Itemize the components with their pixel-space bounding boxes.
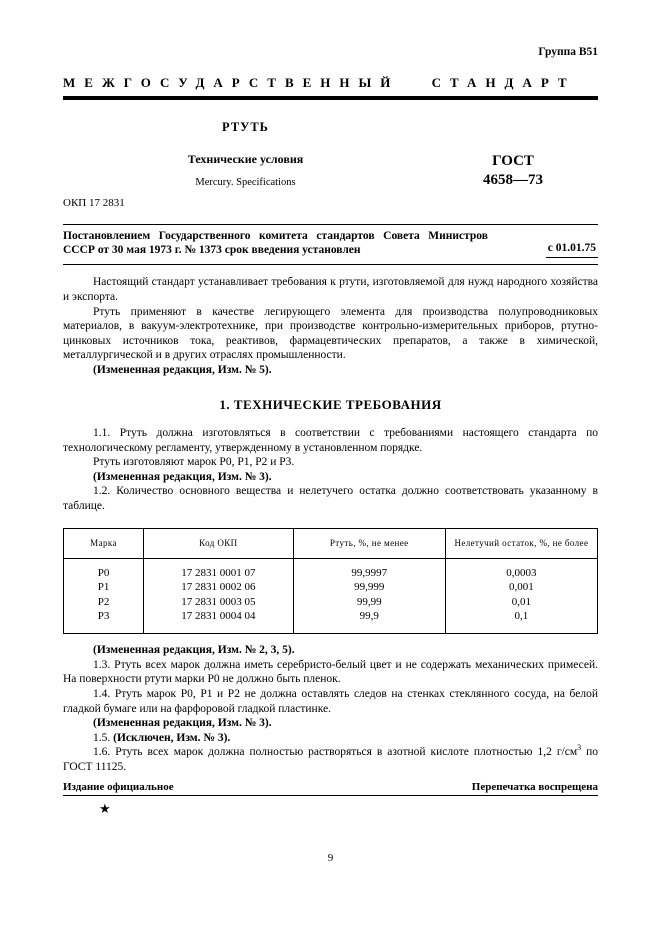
paragraph-1-5-number: 1.5. [93, 731, 114, 744]
column-header-residue: Нелетучий остаток, %, не более [445, 528, 597, 558]
table-row [64, 609, 598, 634]
superscript-3: 3 [577, 743, 582, 753]
paragraph-1-6-text-a: 1.6. Ртуть всех марок должна полностью растворяться в азотной кислоте плотностью 1,2 г/см [93, 746, 578, 759]
cell-okp: 17 2831 0003 05 [144, 595, 294, 609]
cell-residue: 0,1 [445, 609, 597, 634]
heading-rule [63, 96, 598, 100]
horizontal-rule-bottom [63, 264, 598, 265]
cell-okp: 17 2831 0002 06 [144, 580, 294, 594]
cell-okp: 17 2831 0004 04 [144, 609, 294, 634]
okp-code: ОКП 17 2831 [63, 196, 125, 209]
decree-text: Постановлением Государственного комитета стандартов Совета Министров СССР от 30 мая 1973 г. № 1373 срок введения установлен [63, 229, 488, 257]
cell-mercury: 99,9997 [293, 559, 445, 581]
paragraph-1-4: 1.4. Ртуть марок Р0, Р1 и Р2 не должна оставлять следов на стенках стеклянного сосуда, на белой гладкой бумаге или на фарфоровой гладкой пластинке. [63, 687, 598, 715]
intro-paragraph-1: Настоящий стандарт устанавливает требования к ртути, изготовляемой для нужд народного хозяйства и экспорта. [63, 276, 598, 303]
table-header-row [64, 528, 598, 558]
table-row [64, 559, 598, 581]
intro-paragraph-2: Ртуть применяют в качестве легирующего элемента для производства полупроводниковых материалов, в вакуум-электротехнике, при производстве контрольно-измерительных приборов, ртутно-цинковых источников тока, реактивов, фармацевтических препаратов, а также в химической, металлургической и в других отраслях промышленности. [63, 305, 598, 362]
page-number: 9 [327, 852, 334, 864]
title-block [63, 120, 598, 190]
document-title: РТУТЬ [222, 120, 269, 134]
star-icon: ★ [99, 801, 111, 816]
paragraph-1-1b: Ртуть изготовляют марок Р0, Р1, Р2 и Р3. [93, 456, 295, 469]
cell-residue: 0,01 [445, 595, 597, 609]
paragraph-1-2: 1.2. Количество основного вещества и нелетучего остатка должно соответствовать указанному в таблице. [63, 485, 598, 512]
cell-grade: Р3 [64, 609, 144, 634]
cell-residue: 0,0003 [445, 559, 597, 581]
amendment-note-3b: (Измененная редакция, Изм. № 3). [93, 717, 272, 730]
amendment-note-5: (Измененная редакция, Изм. № 5). [93, 363, 272, 376]
column-header-mercury: Ртуть, %, не менее [293, 528, 445, 558]
cell-residue: 0,001 [445, 580, 597, 594]
page-footer [63, 781, 598, 817]
cell-okp: 17 2831 0001 07 [144, 559, 294, 581]
paragraph-1-1: 1.1. Ртуть должна изготовляться в соответствии с требованиями настоящего стандарта по технологическому регламенту, утвержденному в установленном порядке. [63, 427, 598, 454]
column-header-okp: Код ОКП [144, 528, 294, 558]
document-subtitle-en: Mercury. Specifications [195, 177, 296, 188]
paragraph-1-6 [63, 745, 598, 774]
reprint-prohibited-label: Перепечатка воспрещена [471, 781, 598, 793]
cell-grade: Р0 [64, 559, 144, 581]
footer-row [63, 781, 598, 796]
table-row [64, 580, 598, 594]
document-body [63, 275, 598, 774]
group-label: Группа В51 [538, 46, 598, 58]
paragraph-1-6-text-b: по ГОСТ 11125. [63, 746, 599, 773]
cell-grade: Р1 [64, 580, 144, 594]
amendment-note-3a: (Измененная редакция, Изм. № 3). [93, 470, 272, 483]
document-subtitle: Технические условия [187, 152, 304, 166]
paragraph-1-5 [63, 731, 598, 746]
grades-table [63, 528, 598, 635]
column-header-grade: Марка [64, 528, 144, 558]
paragraph-1-3: 1.3. Ртуть всех марок должна иметь серебристо-белый цвет и не содержать механических примесей. На поверхности ртути марки Р0 не должно быть пленок. [63, 658, 598, 686]
cell-mercury: 99,999 [293, 580, 445, 594]
cell-mercury: 99,9 [293, 609, 445, 634]
amendment-note-235: (Измененная редакция, Изм. № 2, 3, 5). [93, 644, 295, 657]
cell-mercury: 99,99 [293, 595, 445, 609]
gost-label: ГОСТ [492, 153, 534, 169]
official-edition-label: Издание официальное [63, 781, 174, 793]
gost-number-block [428, 152, 598, 190]
paragraph-1-5-text: (Исключен, Изм. № 3). [113, 731, 231, 744]
table-row [64, 595, 598, 609]
title-left [63, 120, 428, 190]
decree-paragraph [63, 225, 598, 265]
gost-number: 4658—73 [483, 171, 543, 188]
standard-type-heading: МЕЖГОСУДАРСТВЕННЫЙ СТАНДАРТ [63, 75, 576, 90]
effective-date: с 01.01.75 [546, 241, 598, 258]
section-1-title: 1. ТЕХНИЧЕСКИЕ ТРЕБОВАНИЯ [219, 396, 442, 412]
cell-grade: Р2 [64, 595, 144, 609]
